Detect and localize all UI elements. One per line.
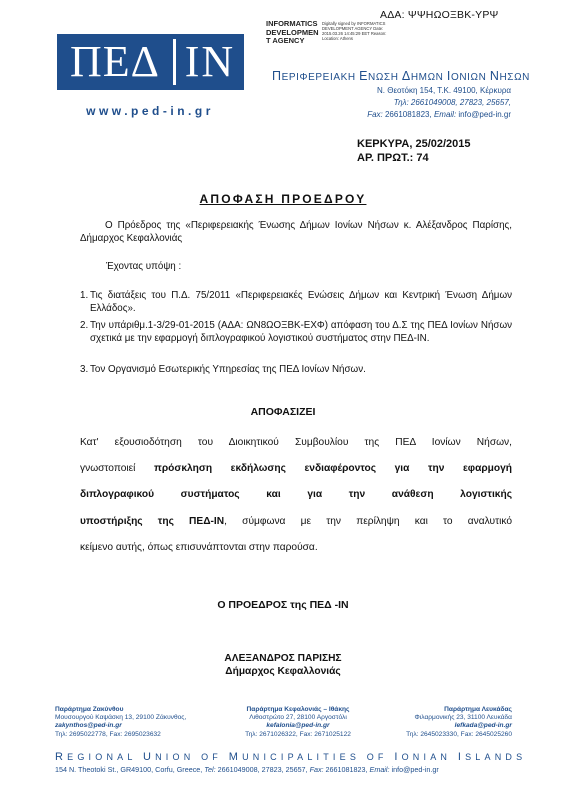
list-item: 2. Την υπάριθμ.1-3/29-01-2015 (ΑΔΑ: ΩΝ8ΩΟΞΒΚ-ΕΧΦ) απόφαση του Δ.Σ της ΠΕΔ Ιονίων Νήσων σχετικά με την εφαρμογή διπλογραφικού λογιστικού συστήματος στην ΠΕΔ-ΙΝ. — [80, 320, 512, 344]
org-address: Ν. Θεοτόκη 154, Τ.Κ. 49100, Κέρκυρα — [377, 86, 511, 95]
list-item: 3. Τον Οργανισμό Εσωτερικής Υπηρεσίας της ΠΕΔ Ιονίων Νήσων. — [80, 364, 366, 375]
logo-text-in: ΙΝ — [184, 37, 236, 86]
digital-signature-info: Digitally signed by INFORMATICS DEVELOPMENT AGENCY Date: 2015.03.26 14:45:29 EET Reason: Location: Athens — [322, 21, 387, 41]
signatory-name: ΑΛΕΞΑΝΔΡΟΣ ΠΑΡΙΣΗΣ — [224, 653, 342, 664]
branch-kefalonia: Παράρτημα Κεφαλονιάς – Ιθάκης Λιθοστρώτο 27, 28100 Αργοστόλι kefalonia@ped-in.gr Τηλ: 2671026322, Fax: 2671025122 — [228, 706, 368, 739]
branch-lefkada: Παράρτημα Λευκάδας Φιλαρμονικής 23, 31100 Λευκάδα lefkada@ped-in.gr Τηλ: 2645023330, Fax: 2645025260 — [372, 706, 512, 739]
logo-text-ped: ΠΕΔ — [70, 37, 160, 86]
protocol-number: ΑΡ. ΠΡΩΤ.: 74 — [357, 152, 429, 164]
org-email-link[interactable]: info@ped-in.gr — [458, 110, 511, 119]
intro-paragraph: Ο Πρόεδρος της «Περιφερειακής Ένωσης Δήμων Ιονίων Νήσων κ. Αλέξανδρος Παρίσης, Δήμαρχος Κεφαλλονιάς — [80, 220, 512, 244]
list-item: 1. Τις διατάξεις του Π.Δ. 75/2011 «Περιφερειακές Ενώσεις Δήμων και Κεντρική Ένωση Δήμων Ελλάδος». — [80, 290, 512, 314]
signatory-role: Δήμαρχος Κεφαλλονιάς — [225, 666, 341, 677]
president-heading: Ο ΠΡΟΕΔΡΟΣ της ΠΕΔ -ΙΝ — [217, 599, 349, 611]
document-title: ΑΠΟΦΑΣΗ ΠΡΟΕΔΡΟΥ — [199, 192, 367, 206]
org-fax-email: Fax: 2661081823, Email: info@ped-in.gr — [367, 110, 511, 119]
place-date: ΚΕΡΚΥΡΑ, 25/02/2015 — [357, 138, 471, 150]
having-regard: Έχοντας υπόψη : — [106, 261, 182, 272]
decision-line-2: γνωστοποιεί πρόσκληση εκδήλωσης ενδιαφέροντος για την εφαρμογή — [80, 463, 513, 474]
branch-email-link[interactable]: lefkada@ped-in.gr — [454, 722, 512, 730]
decision-line-4: υποστήριξης της ΠΕΔ-ΙΝ, σύμφωνα με την περίληψη και το αναλυτικό — [80, 516, 513, 527]
branch-email-link[interactable]: zakynthos@ped-in.gr — [55, 722, 122, 730]
branch-email-link[interactable]: kefalonia@ped-in.gr — [266, 722, 330, 730]
decision-line-1: Κατ' εξουσιοδότηση του Διοικητικού Συμβουλίου της ΠΕΔ Ιονίων Νήσων, — [80, 437, 512, 448]
organization-name: ΠΕΡΙΦΕΡΕΙΑΚΗ ΕΝΩΣΗ ΔΗΜΩΝ ΙΟΝΙΩΝ ΝΗΣΩΝ — [272, 69, 530, 83]
ada-code: ΑΔΑ: ΨΨΗΩΟΞΒΚ-ΥΡΨ — [380, 9, 499, 21]
org-phone: Τηλ: 2661049008, 27823, 25657, — [393, 98, 511, 107]
branch-zakynthos: Παράρτημα Ζακύνθου Μουσουργού Καψάσκη 13, 29100 Ζάκυνθος, zakynthos@ped-in.gr Τηλ: 2695022778, Fax: 2695023632 — [55, 706, 187, 738]
decision-line-5: κείμενο αυτής, όπως επισυνάπτονται στην παρούσα. — [80, 542, 318, 553]
footer-email-link[interactable]: info@ped-in.gr — [391, 765, 439, 774]
digital-signer: INFORMATICS DEVELOPMEN T AGENCY — [266, 19, 319, 46]
decision-line-3: διπλογραφικού συστήματος και για την ανάθεση λογιστικής — [80, 489, 512, 500]
decides-heading: ΑΠΟΦΑΣΙΖΕΙ — [250, 406, 316, 418]
footer-address: 154 N. Theotoki St., GR49100, Corfu, Greece, Tel: 2661049008, 27823, 25657, Fax: 2661081823, Email: info@ped-in.gr — [55, 765, 439, 774]
website-link[interactable]: www.ped-in.gr — [86, 104, 214, 118]
ped-in-logo — [57, 34, 244, 90]
footer-union-name: REGIONAL UNION OF MUNICIPALITIES OF IONIAN ISLANDS — [55, 751, 527, 763]
